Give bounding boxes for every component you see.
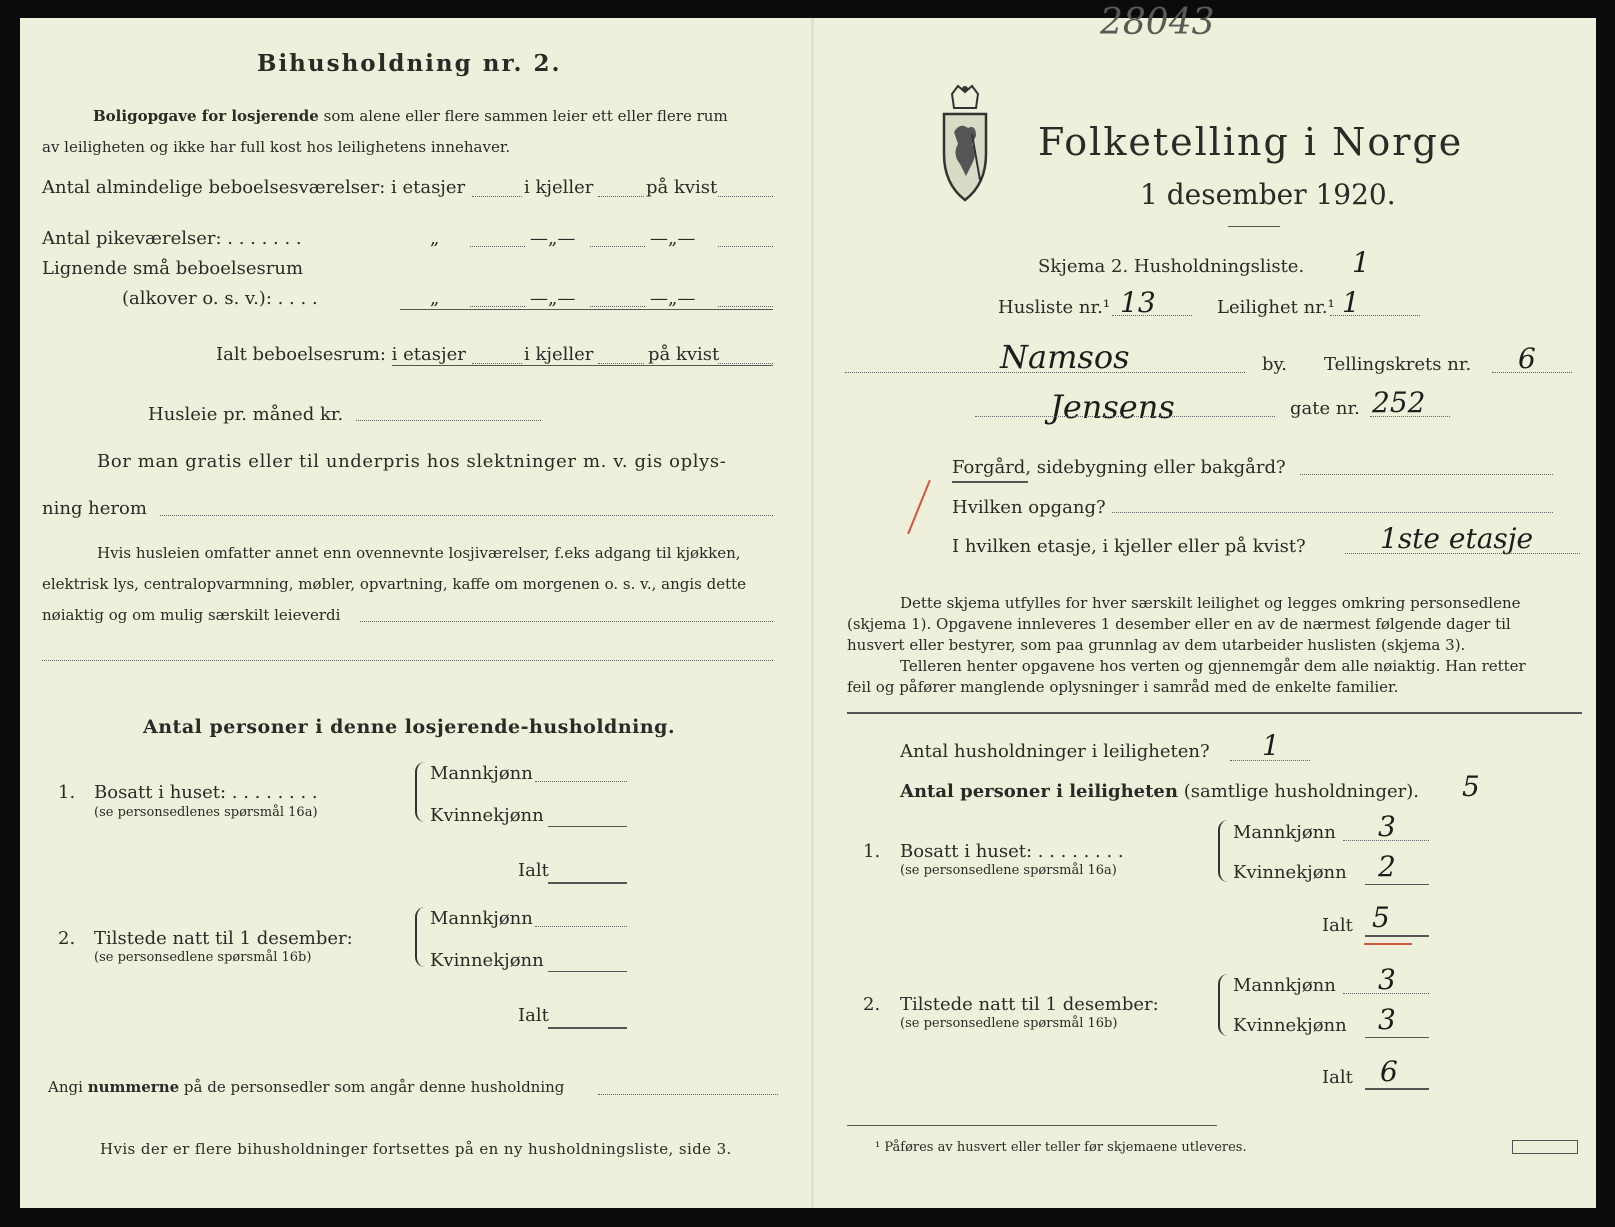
leieverdi-field-2[interactable] bbox=[42, 660, 773, 661]
left-q1-mann-field[interactable] bbox=[535, 781, 627, 782]
red-underline bbox=[1364, 943, 1412, 945]
intro-line2: av leiligheten og ikke har full kost hos leilighetens innehaver. bbox=[42, 138, 511, 156]
right-q2-kvinne-field bbox=[1365, 1037, 1429, 1038]
antal-hush-value[interactable]: 1 bbox=[1262, 729, 1280, 762]
alkover-dash-1: —„— bbox=[530, 288, 576, 309]
left-q2-brace bbox=[415, 907, 427, 967]
archive-number: 28043 bbox=[1100, 2, 1215, 43]
right-q1-kvinne-label: Kvinnekjønn bbox=[1233, 862, 1347, 883]
left-q2-kvinne-label: Kvinnekjønn bbox=[430, 950, 544, 971]
norway-coat-of-arms-icon bbox=[938, 84, 992, 204]
forgard-label: Forgård, sidebygning eller bakgård? bbox=[952, 457, 1286, 478]
right-q2-number: 2. bbox=[863, 994, 881, 1015]
right-title: Folketelling i Norge bbox=[1038, 120, 1464, 164]
tellingskrets-field bbox=[1492, 372, 1572, 373]
left-q2-ialt-field[interactable] bbox=[548, 1027, 627, 1029]
left-q2-kvinne-field[interactable] bbox=[548, 971, 627, 972]
pike-ditto: „ bbox=[430, 228, 440, 249]
forgard-field[interactable] bbox=[1300, 474, 1553, 475]
printer-stamp bbox=[1512, 1140, 1578, 1154]
ialt-rum-label: Ialt beboelsesrum: i etasjer bbox=[216, 344, 466, 365]
right-q1-label: Bosatt i huset: . . . . . . . . bbox=[900, 841, 1124, 862]
left-q1-brace bbox=[415, 762, 427, 822]
gratis-line2: ning herom bbox=[42, 498, 147, 519]
left-q1-kvinne-label: Kvinnekjønn bbox=[430, 805, 544, 826]
ialt-rum-rule bbox=[392, 365, 773, 366]
left-q2-label: Tilstede natt til 1 desember: bbox=[94, 928, 353, 949]
gratis-field[interactable] bbox=[160, 515, 773, 516]
by-value[interactable]: Namsos bbox=[1000, 338, 1130, 376]
gate-nr-field bbox=[1370, 416, 1450, 417]
tellingskrets-value[interactable]: 6 bbox=[1518, 342, 1536, 375]
skjema-value[interactable]: 1 bbox=[1352, 246, 1370, 279]
ialt-etasjer-field[interactable] bbox=[472, 363, 522, 364]
left-title: Bihusholdning nr. 2. bbox=[257, 50, 562, 77]
tellingskrets-label: Tellingskrets nr. bbox=[1324, 354, 1472, 375]
etasje-field bbox=[1345, 553, 1580, 554]
gate-value[interactable]: Jensens bbox=[1050, 388, 1175, 426]
gate-label: gate nr. bbox=[1290, 398, 1360, 419]
left-q1-ialt-field[interactable] bbox=[548, 882, 627, 884]
right-q1-mann-field bbox=[1343, 840, 1429, 841]
left-q2-ialt-label: Ialt bbox=[518, 1005, 549, 1026]
left-q1-ialt-label: Ialt bbox=[518, 860, 549, 881]
husliste-value[interactable]: 13 bbox=[1120, 286, 1156, 319]
antal-hush-field bbox=[1230, 760, 1310, 761]
kjeller-field[interactable] bbox=[598, 196, 644, 197]
forgard-underline bbox=[952, 481, 1028, 483]
intro-rest: som alene eller flere sammen leier ett eller flere rum bbox=[323, 107, 728, 125]
etasje-label: I hvilken etasje, i kjeller eller på kvist? bbox=[952, 536, 1306, 557]
right-q2-ialt-field bbox=[1365, 1088, 1429, 1090]
hvis-line2: elektrisk lys, centralopvarmning, møbler, opvartning, kaffe om morgenen o. s. v., angis dette bbox=[42, 575, 747, 593]
left-q2-sub: (se personsedlene spørsmål 16b) bbox=[94, 950, 312, 965]
gratis-line1: Bor man gratis eller til underpris hos slektninger m. v. gis oplys- bbox=[97, 451, 727, 472]
leieverdi-field[interactable] bbox=[360, 621, 773, 622]
pike-etasjer-field[interactable] bbox=[470, 246, 525, 247]
husleie-field[interactable] bbox=[356, 420, 541, 421]
ialt-paa-kvist-label: på kvist bbox=[648, 344, 720, 365]
gate-field bbox=[975, 416, 1275, 417]
right-q2-mann-label: Mannkjønn bbox=[1233, 975, 1336, 996]
antal-hush-label: Antal husholdninger i leiligheten? bbox=[900, 741, 1210, 762]
right-q1-mann-value[interactable]: 3 bbox=[1378, 810, 1396, 843]
leilighet-value[interactable]: 1 bbox=[1342, 286, 1360, 319]
left-q1-kvinne-field[interactable] bbox=[548, 826, 627, 827]
footnote: ¹ Påføres av husvert eller teller før skjemaene utleveres. bbox=[875, 1140, 1247, 1155]
footnote-rule bbox=[847, 1125, 1217, 1126]
antal-personer-heading: Antal personer i denne losjerende-husholdning. bbox=[143, 716, 676, 738]
right-q1-mann-label: Mannkjønn bbox=[1233, 822, 1336, 843]
hvis-line3: nøiaktig og om mulig særskilt leieverdi bbox=[42, 606, 341, 624]
lignende-label: Lignende små beboelsesrum bbox=[42, 258, 304, 279]
title-rule bbox=[1228, 226, 1280, 227]
angi-pre: Angi bbox=[48, 1078, 83, 1096]
right-q2-sub: (se personsedlene spørsmål 16b) bbox=[900, 1016, 1118, 1031]
leilighet-label: Leilighet nr.¹ bbox=[1217, 297, 1335, 318]
right-q2-label: Tilstede natt til 1 desember: bbox=[900, 994, 1159, 1015]
leilighet-field bbox=[1330, 315, 1420, 316]
pike-kvist-field[interactable] bbox=[718, 246, 773, 247]
alkover-kjeller-field[interactable] bbox=[590, 306, 645, 307]
i-kjeller-label: i kjeller bbox=[524, 177, 594, 198]
left-q1-sub: (se personsedlenes spørsmål 16a) bbox=[94, 805, 318, 820]
husliste-field bbox=[1112, 315, 1192, 316]
alkover-etasjer-field[interactable] bbox=[470, 306, 525, 307]
right-q2-mann-value[interactable]: 3 bbox=[1378, 963, 1396, 996]
pike-dash-2: —„— bbox=[650, 228, 696, 249]
pike-kjeller-field[interactable] bbox=[590, 246, 645, 247]
left-q2-number: 2. bbox=[58, 928, 76, 949]
right-q1-number: 1. bbox=[863, 841, 881, 862]
pike-dash-1: —„— bbox=[530, 228, 576, 249]
right-q2-kvinne-value[interactable]: 3 bbox=[1378, 1003, 1396, 1036]
right-q1-ialt-field bbox=[1365, 935, 1429, 937]
antal-alm-label: Antal almindelige beboelsesværelser: i etasjer bbox=[42, 177, 466, 198]
left-q2-mann-field[interactable] bbox=[535, 926, 627, 927]
left-q1-number: 1. bbox=[58, 782, 76, 803]
right-q2-brace bbox=[1218, 974, 1230, 1036]
right-q2-kvinne-label: Kvinnekjønn bbox=[1233, 1015, 1347, 1036]
right-q1-ialt-label: Ialt bbox=[1322, 915, 1353, 936]
angi-bold: nummerne bbox=[87, 1078, 180, 1096]
right-q2-ialt-label: Ialt bbox=[1322, 1067, 1353, 1088]
alkover-label: (alkover o. s. v.): . . . . bbox=[122, 288, 318, 309]
antal-pers-value[interactable]: 5 bbox=[1462, 770, 1480, 803]
antal-pers-bold: Antal personer i leiligheten bbox=[900, 781, 1178, 802]
dette-line3: husvert eller bestyrer, som paa grunnlag av dem utarbeider huslisten (skjema 3). bbox=[847, 636, 1466, 654]
telleren-line2: feil og påfører manglende oplysninger i samråd med de enkelte familier. bbox=[847, 678, 1399, 696]
gate-nr-value[interactable]: 252 bbox=[1372, 386, 1426, 419]
intro-bold: Boligopgave for losjerende bbox=[93, 107, 319, 125]
dette-line1: Dette skjema utfylles for hver særskilt leilighet og legges omkring personsedlene bbox=[900, 594, 1521, 612]
antal-pers-rest: (samtlige husholdninger). bbox=[1183, 781, 1420, 802]
skjema-label: Skjema 2. Husholdningsliste. bbox=[1038, 256, 1305, 277]
telleren-line1: Telleren henter opgavene hos verten og gjennemgår dem alle nøiaktig. Han retter bbox=[900, 657, 1526, 675]
angi-rest: på de personsedler som angår denne husholdning bbox=[183, 1078, 565, 1096]
right-q2-ialt-value[interactable]: 6 bbox=[1380, 1055, 1398, 1088]
right-q1-ialt-value[interactable]: 5 bbox=[1372, 901, 1390, 934]
etasjer-field[interactable] bbox=[472, 196, 522, 197]
left-q1-mann-label: Mannkjønn bbox=[430, 763, 533, 784]
right-q1-sub: (se personsedlene spørsmål 16a) bbox=[900, 863, 1117, 878]
alkover-ditto: „ bbox=[430, 288, 440, 309]
right-date: 1 desember 1920. bbox=[1140, 178, 1396, 211]
opgang-label: Hvilken opgang? bbox=[952, 497, 1106, 518]
section-rule bbox=[847, 712, 1582, 714]
ialt-kjeller-field[interactable] bbox=[598, 363, 644, 364]
by-label: by. bbox=[1262, 354, 1288, 375]
husliste-label: Husliste nr.¹ bbox=[998, 297, 1111, 318]
by-field bbox=[845, 372, 1245, 373]
left-q1-label: Bosatt i huset: . . . . . . . . bbox=[94, 782, 318, 803]
opgang-field[interactable] bbox=[1112, 512, 1553, 513]
right-q2-mann-field bbox=[1343, 993, 1429, 994]
alkover-dash-2: —„— bbox=[650, 288, 696, 309]
right-q1-kvinne-value[interactable]: 2 bbox=[1378, 850, 1396, 883]
ialt-i-kjeller-label: i kjeller bbox=[524, 344, 594, 365]
angi-field[interactable] bbox=[598, 1094, 778, 1095]
etasje-value[interactable]: 1ste etasje bbox=[1380, 522, 1534, 555]
hvis-line1: Hvis husleien omfatter annet enn ovennevnte losjiværelser, f.eks adgang til kjøkken, bbox=[97, 544, 741, 562]
kvist-field[interactable] bbox=[718, 196, 773, 197]
husleie-label: Husleie pr. måned kr. bbox=[148, 404, 344, 425]
flere-note: Hvis der er flere bihusholdninger fortsettes på en ny husholdningsliste, side 3. bbox=[100, 1140, 732, 1158]
paa-kvist-label: på kvist bbox=[646, 177, 718, 198]
right-q1-brace bbox=[1218, 820, 1230, 882]
page-fold bbox=[811, 18, 814, 1208]
left-q2-mann-label: Mannkjønn bbox=[430, 908, 533, 929]
dette-line2: (skjema 1). Opgavene innleveres 1 desember eller en av de nærmest følgende dager til bbox=[847, 615, 1511, 633]
right-q1-kvinne-field bbox=[1365, 884, 1429, 885]
pike-label: Antal pikeværelser: . . . . . . . bbox=[42, 228, 302, 249]
alkover-kvist-field[interactable] bbox=[718, 306, 773, 307]
alkover-sum-rule bbox=[400, 309, 773, 310]
ialt-kvist-field[interactable] bbox=[718, 363, 773, 364]
